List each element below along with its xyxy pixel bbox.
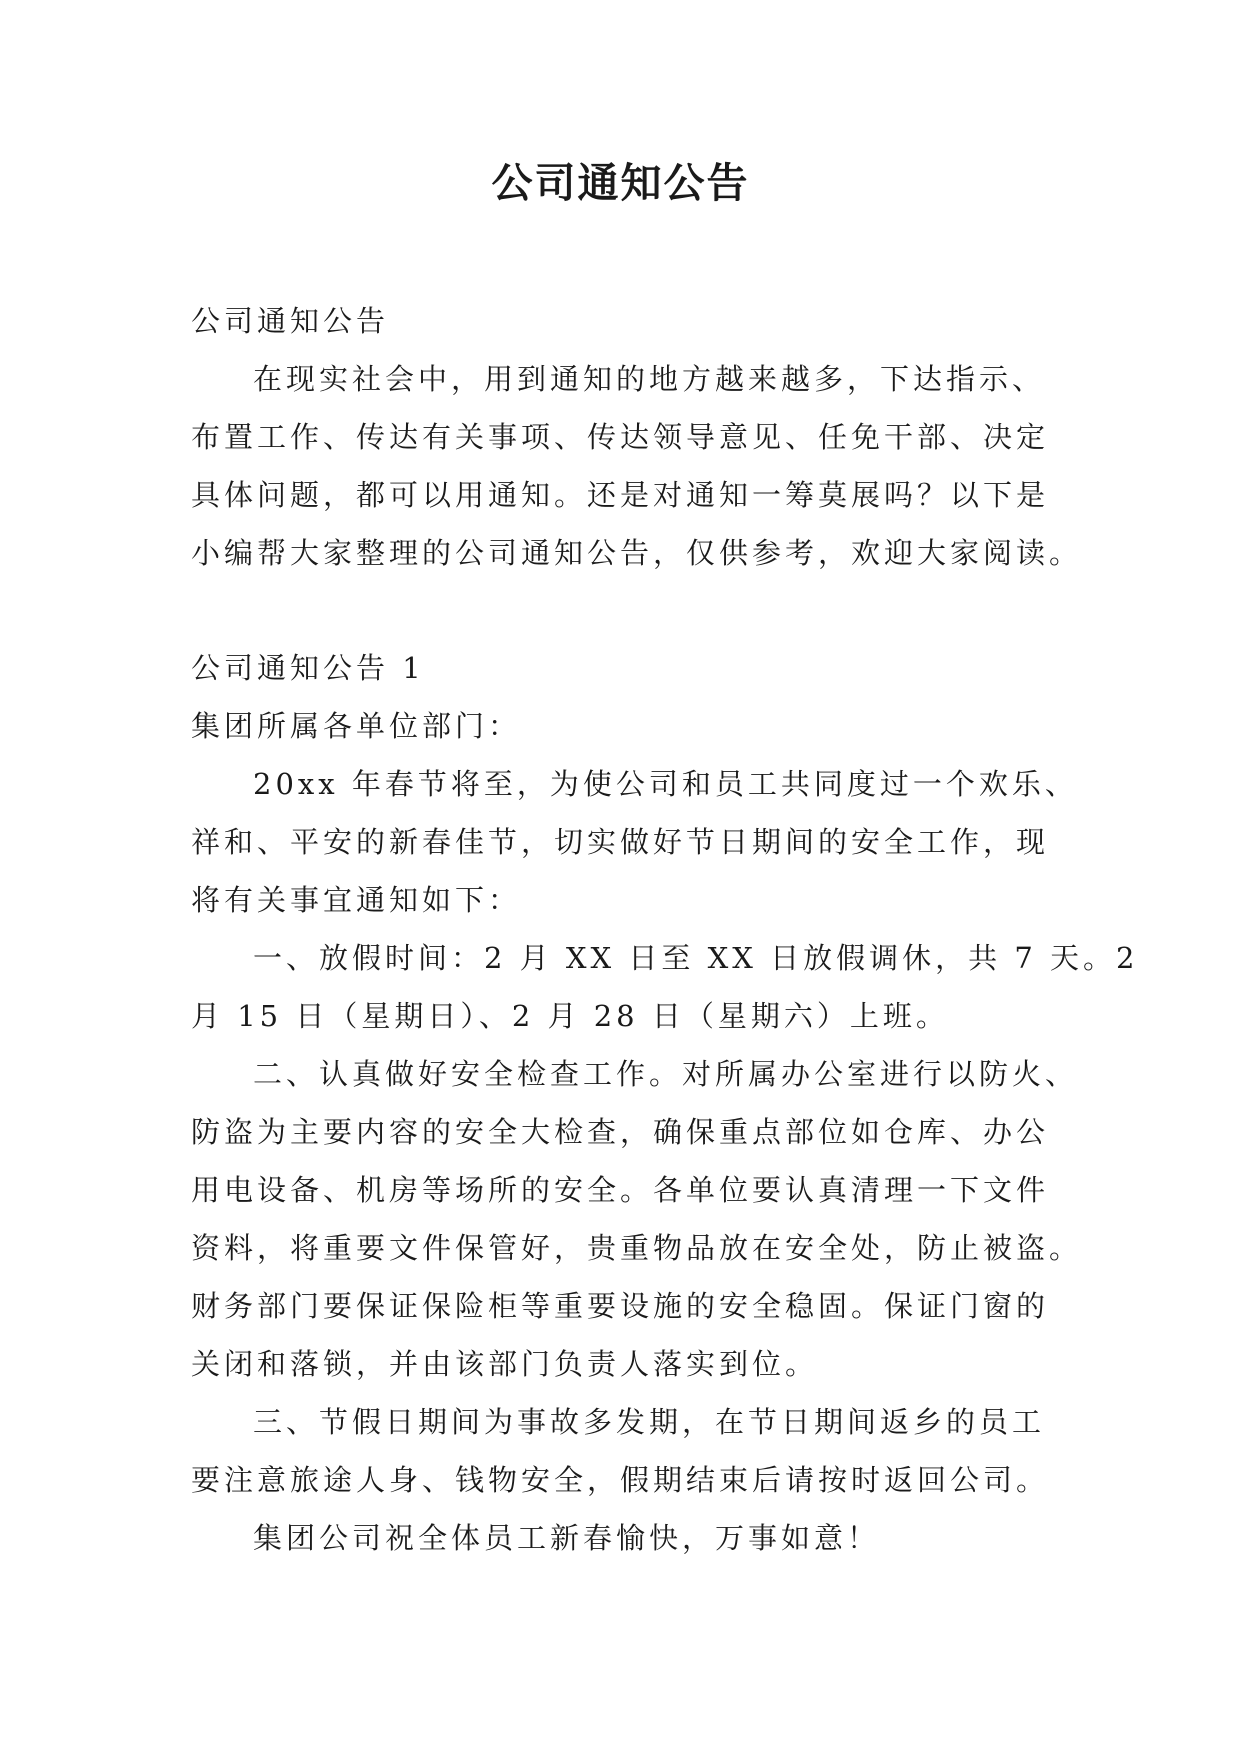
opening-line-2: 祥和、平安的新春佳节，切实做好节日期间的安全工作，现 xyxy=(191,825,1050,859)
item-1-line-1: 一、放假时间：2 月 XX 日至 XX 日放假调休，共 7 天。2 xyxy=(253,941,1139,975)
item-2-line-1: 二、认真做好安全检查工作。对所属办公室进行以防火、 xyxy=(253,1057,1079,1091)
notice-1-addressee: 集团所属各单位部门： xyxy=(191,709,522,743)
intro-heading: 公司通知公告 xyxy=(191,304,390,338)
opening-line-3: 将有关事宜通知如下： xyxy=(191,883,522,917)
item-2-line-6: 关闭和落锁，并由该部门负责人落实到位。 xyxy=(191,1347,819,1381)
notice-1-heading: 公司通知公告 1 xyxy=(191,651,425,685)
intro-line-4: 小编帮大家整理的公司通知公告，仅供参考，欢迎大家阅读。 xyxy=(191,536,1083,570)
item-3-line-2: 要注意旅途人身、钱物安全，假期结束后请按时返回公司。 xyxy=(191,1463,1050,1497)
item-2-line-4: 资料，将重要文件保管好，贵重物品放在安全处，防止被盗。 xyxy=(191,1231,1083,1265)
intro-section xyxy=(191,292,1083,582)
item-3-line-1: 三、节假日期间为事故多发期，在节日期间返乡的员工 xyxy=(253,1405,1046,1439)
intro-line-2: 布置工作、传达有关事项、传达领导意见、任免干部、决定 xyxy=(191,420,1050,454)
notice-1-section xyxy=(191,639,1139,1567)
closing-line: 集团公司祝全体员工新春愉快，万事如意！ xyxy=(253,1521,881,1555)
item-2-line-5: 财务部门要保证保险柜等重要设施的安全稳固。保证门窗的 xyxy=(191,1289,1050,1323)
intro-line-1: 在现实社会中，用到通知的地方越来越多，下达指示、 xyxy=(253,362,1046,396)
intro-line-3: 具体问题，都可以用通知。还是对通知一筹莫展吗？以下是 xyxy=(191,478,1050,512)
document-title: 公司通知公告 xyxy=(491,159,750,207)
opening-line-1: 20xx 年春节将至，为使公司和员工共同度过一个欢乐、 xyxy=(253,767,1078,801)
item-2-line-3: 用电设备、机房等场所的安全。各单位要认真清理一下文件 xyxy=(191,1173,1050,1207)
item-1-line-2: 月 15 日（星期日）、2 月 28 日（星期六）上班。 xyxy=(191,999,949,1033)
item-2-line-2: 防盗为主要内容的安全大检查，确保重点部位如仓库、办公 xyxy=(191,1115,1050,1149)
